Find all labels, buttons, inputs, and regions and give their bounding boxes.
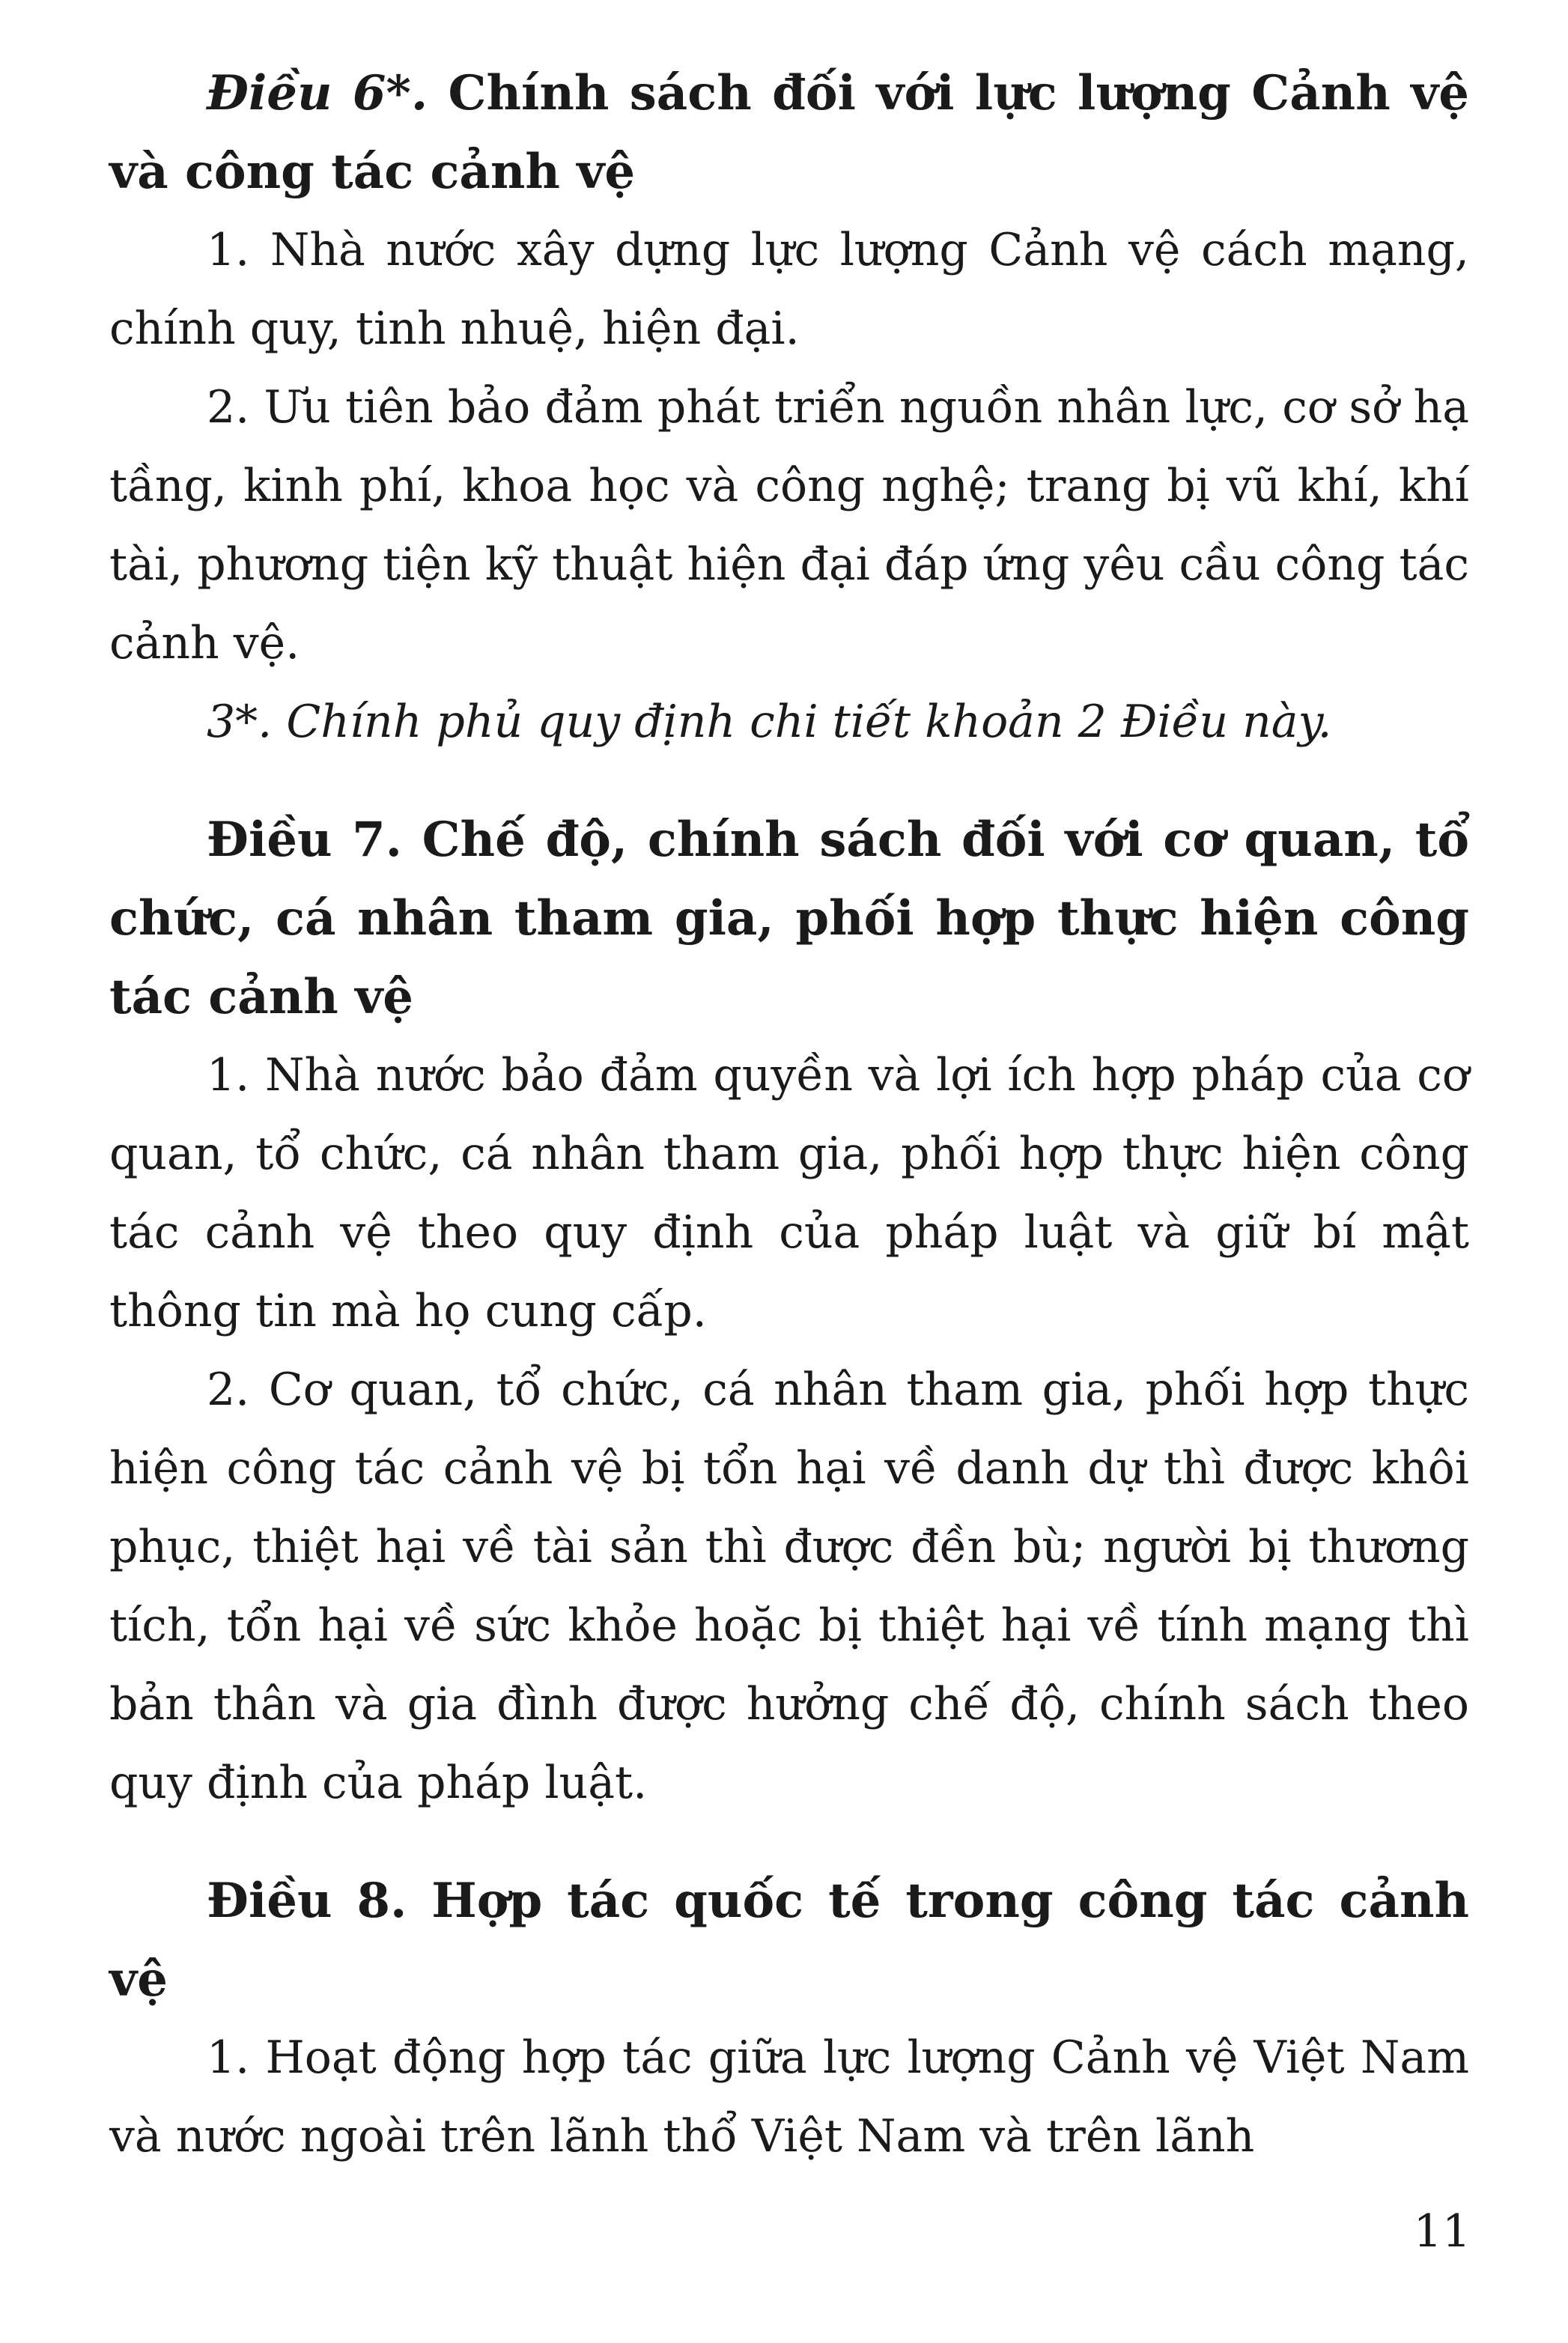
- article-8-clause-1: 1. Hoạt động hợp tác giữa lực lượng Cảnh vệ Việt Nam và nước ngoài trên lãnh thổ Việt Nam và trên lãnh: [109, 2031, 1469, 2163]
- article-6-clause-2: 2. Ưu tiên bảo đảm phát triển nguồn nhân lực, cơ sở hạ tầng, kinh phí, khoa học và công nghệ; trang bị vũ khí, khí tài, phương tiện kỹ thuật hiện đại đáp ứng yêu cầu công tác cảnh vệ.: [109, 381, 1469, 669]
- article-8: [109, 1862, 1469, 2176]
- article-6-label: Điều 6*.: [207, 65, 428, 121]
- page-number: 11: [1413, 2205, 1471, 2258]
- article-6-clause-1: 1. Nhà nước xây dựng lực lượng Cảnh vệ cách mạng, chính quy, tinh nhuệ, hiện đại.: [109, 224, 1469, 355]
- article-6-clause-3: 3*. Chính phủ quy định chi tiết khoản 2 Điều này.: [207, 696, 1332, 748]
- article-8-heading: Điều 8. Hợp tác quốc tế trong công tác cảnh vệ: [109, 1873, 1469, 2008]
- article-6-title: Chính sách đối với lực lượng Cảnh vệ và công tác cảnh vệ: [109, 65, 1470, 200]
- article-7-clause-2: 2. Cơ quan, tổ chức, cá nhân tham gia, phối hợp thực hiện công tác cảnh vệ bị tổn hại về danh dự thì được khôi phục, thiệt hại về tài sản thì được đền bù; người bị thương tích, tổn hại về sức khỏe hoặc bị thiệt hại về tính mạng thì bản thân và gia đình được hưởng chế độ, chính sách theo quy định của pháp luật.: [109, 1364, 1469, 1809]
- article-7-heading: Điều 7. Chế độ, chính sách đối với cơ quan, tổ chức, cá nhân tham gia, phối hợp thực hiện công tác cảnh vệ: [109, 812, 1469, 1025]
- article-7: [109, 800, 1469, 1823]
- article-6-heading: [109, 54, 1469, 211]
- page-content: [109, 54, 1469, 2176]
- article-7-clause-1: 1. Nhà nước bảo đảm quyền và lợi ích hợp pháp của cơ quan, tổ chức, cá nhân tham gia, phối hợp thực hiện công tác cảnh vệ theo quy định của pháp luật và giữ bí mật thông tin mà họ cung cấp.: [109, 1049, 1469, 1337]
- article-6: [109, 54, 1469, 762]
